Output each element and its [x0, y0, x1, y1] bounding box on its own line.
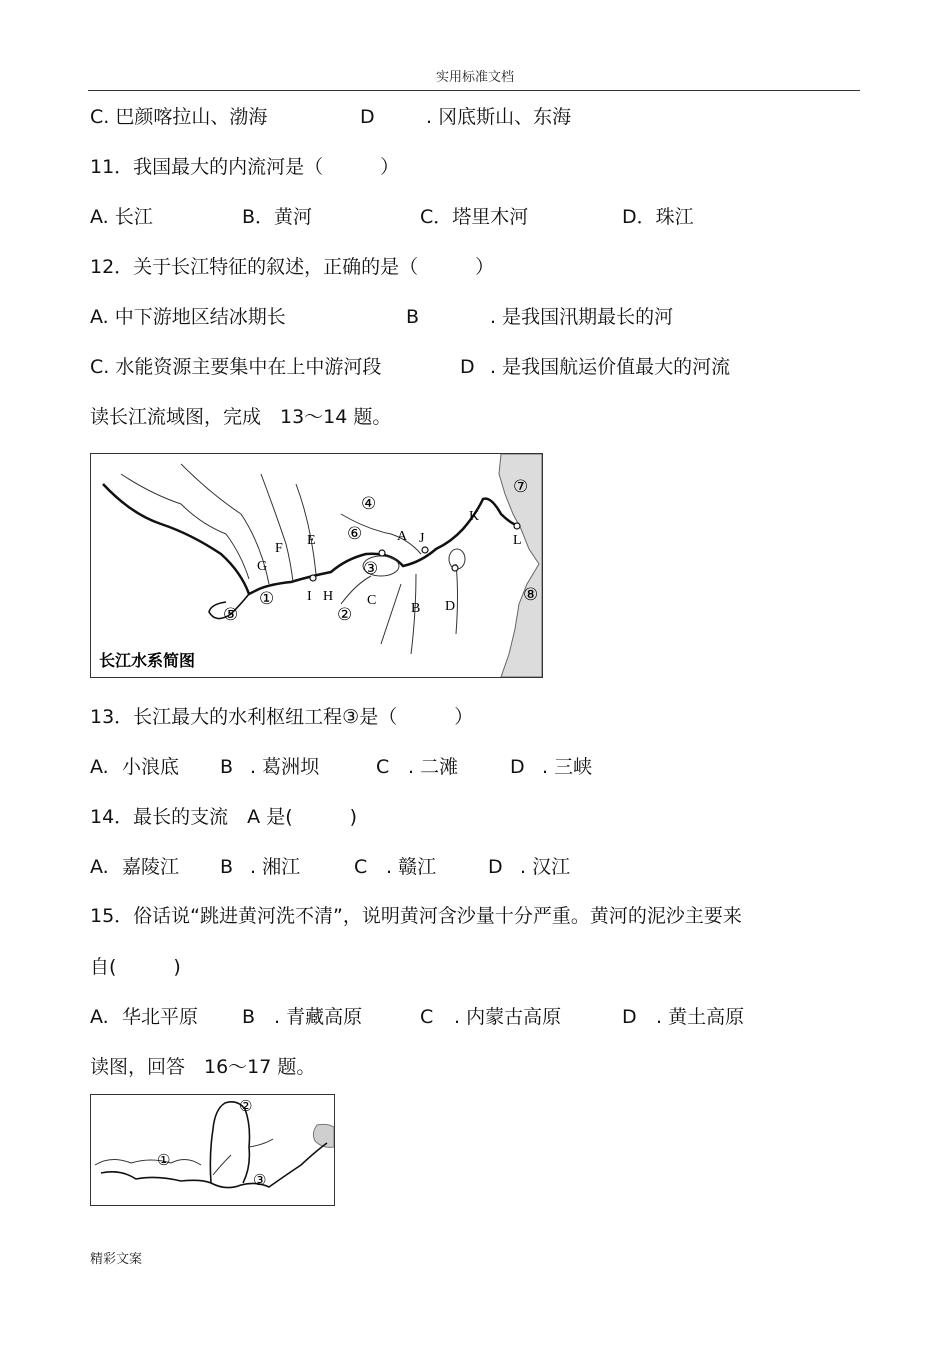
tributary-yuan — [381, 584, 401, 644]
yangtze-river-map — [90, 453, 543, 678]
q13-option-c-text: . 二滩 — [408, 756, 459, 778]
q13-stem: 13．长江最大的水利枢纽工程③是（ ） — [90, 706, 474, 728]
q13-option-d-text: . 三峡 — [542, 756, 593, 778]
map1-marker-4: ④ — [361, 494, 377, 514]
q12-option-d-text: . 是我国航运价值最大的河流 — [490, 356, 731, 378]
map2-marker-3: ③ — [253, 1171, 267, 1189]
map1-marker-6: ⑥ — [347, 524, 363, 544]
map1-label-L: L — [513, 533, 522, 548]
q14-option-d-text: . 汉江 — [520, 856, 571, 878]
tributary-jialing — [296, 484, 316, 574]
map1-label-E: E — [307, 533, 316, 548]
yangtze-map-svg — [91, 454, 542, 677]
q15-stem-line2: 自( ) — [90, 956, 181, 978]
page-footer: 精彩文案 — [90, 1252, 143, 1267]
q15-option-b-text: . 青藏高原 — [274, 1006, 363, 1028]
q11-stem: 11．我国最大的内流河是（ ） — [90, 156, 400, 178]
yellow-source-streams — [95, 1159, 201, 1165]
map2-marker-1: ① — [157, 1151, 171, 1169]
map1-label-J: J — [419, 531, 425, 546]
city-nanchang — [452, 565, 458, 571]
map1-marker-7: ⑦ — [513, 477, 529, 497]
header-rule — [88, 90, 860, 91]
q14-option-b-text: . 湘江 — [250, 856, 301, 878]
map1-label-F: F — [275, 541, 283, 556]
yellow-tributary-wei — [213, 1155, 231, 1175]
q11-option-d: D．珠江 — [622, 206, 694, 228]
map1-marker-2: ② — [337, 605, 353, 625]
q15-option-c-text: . 内蒙古高原 — [454, 1006, 562, 1028]
map1-label-G: G — [257, 559, 268, 574]
q14-option-c-letter: C — [354, 856, 368, 878]
city-chongqing — [310, 575, 316, 581]
q12-option-b-text: . 是我国汛期最长的河 — [490, 306, 674, 328]
q11-option-a: A. 长江 — [90, 206, 153, 228]
map2-marker-2: ② — [239, 1097, 253, 1115]
q15-option-b-letter: B — [242, 1006, 256, 1028]
city-wuhan — [422, 547, 428, 553]
q12-option-b-letter: B — [406, 306, 420, 328]
q14-stem: 14．最长的支流 A 是( ) — [90, 806, 358, 828]
q13-option-b-text: . 葛洲坝 — [250, 756, 320, 778]
yellow-river-map-svg — [91, 1095, 334, 1205]
map1-marker-8: ⑧ — [523, 585, 539, 605]
q13-option-c-letter: C — [376, 756, 390, 778]
yellow-tributary-fen — [249, 1139, 273, 1147]
map1-marker-3: ③ — [363, 559, 379, 579]
q11-option-b: B．黄河 — [242, 206, 313, 228]
bohai-sea-area — [313, 1124, 334, 1147]
intro-16-17: 读图，回答 16～17 题。 — [90, 1056, 316, 1078]
tributary-min — [181, 464, 269, 584]
q13-option-a-text: 小浪底 — [122, 756, 180, 778]
map1-label-I: I — [307, 589, 312, 604]
map1-label-B: B — [411, 601, 421, 616]
q11-option-c: C．塔里木河 — [420, 206, 529, 228]
q15-option-d-text: . 黄土高原 — [656, 1006, 745, 1028]
city-shanghai — [514, 523, 520, 529]
q14-option-a-letter: A. — [90, 856, 109, 878]
map1-label-H: H — [323, 589, 334, 604]
q15-option-c-letter: C — [420, 1006, 434, 1028]
q10-option-c: C. 巴颜喀拉山、渤海 — [90, 106, 268, 128]
tributary-gan — [456, 564, 458, 634]
q14-option-a-text: 嘉陵江 — [122, 856, 180, 878]
q12-stem: 12．关于长江特征的叙述，正确的是（ ） — [90, 256, 495, 278]
map1-label-K: K — [469, 509, 480, 524]
map1-label-D: D — [445, 599, 456, 614]
map1-label-C: C — [367, 593, 377, 608]
q14-option-d-letter: D — [488, 856, 503, 878]
q13-option-b-letter: B — [220, 756, 234, 778]
q14-option-b-letter: B — [220, 856, 234, 878]
q13-option-d-letter: D — [510, 756, 525, 778]
q13-option-a-letter: A. — [90, 756, 109, 778]
q12-option-a: A. 中下游地区结冰期长 — [90, 306, 286, 328]
intro-13-14: 读长江流域图，完成 13～14 题。 — [90, 406, 392, 428]
q15-option-a-letter: A. — [90, 1006, 109, 1028]
q12-option-c: C. 水能资源主要集中在上中游河段 — [90, 356, 382, 378]
page-header: 实用标准文档 — [435, 70, 514, 85]
map1-marker-5: ⑤ — [223, 605, 239, 625]
map1-caption: 长江水系简图 — [99, 651, 196, 670]
map1-marker-1: ① — [259, 589, 275, 609]
yellow-main-lower — [101, 1143, 327, 1188]
yellow-river-map — [90, 1094, 335, 1206]
q15-option-a-text: 华北平原 — [122, 1006, 199, 1028]
q10-option-d-text: . 冈底斯山、东海 — [426, 106, 572, 128]
map1-label-A: A — [397, 529, 408, 544]
city-yichang — [379, 550, 385, 556]
q14-option-c-text: . 赣江 — [386, 856, 437, 878]
q10-option-d-letter: D — [360, 106, 375, 128]
q15-option-d-letter: D — [622, 1006, 637, 1028]
q12-option-d-letter: D — [460, 356, 475, 378]
q15-stem-line1: 15．俗话说“跳进黄河洗不清”，说明黄河含沙量十分严重。黄河的泥沙主要来 — [90, 905, 742, 927]
